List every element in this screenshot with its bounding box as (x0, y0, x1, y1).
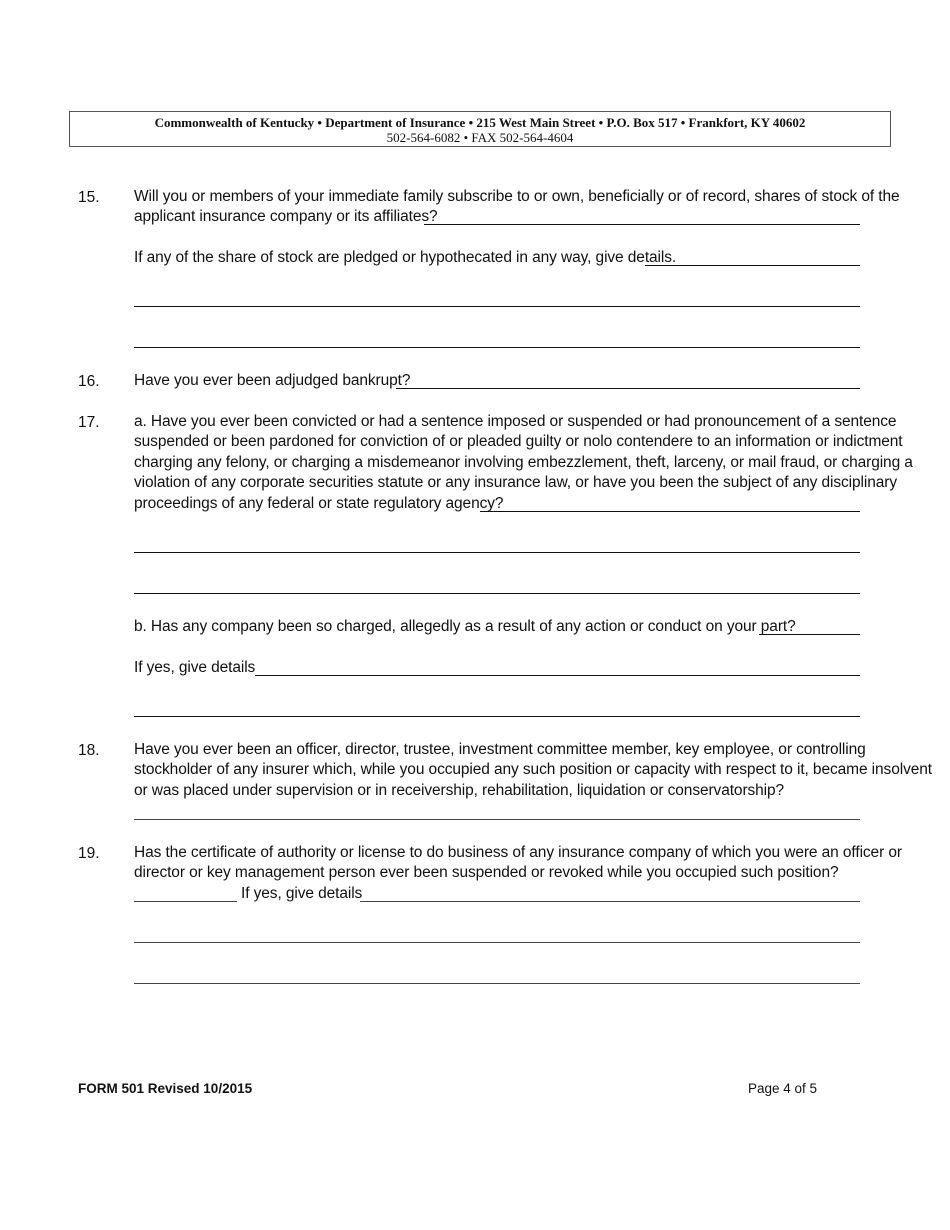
question-19-details-line-3[interactable] (134, 983, 860, 984)
question-17a-text-line4: violation of any corporate securities statute or any insurance law, or have you been the subject of any disciplinary (134, 474, 897, 491)
question-17b-details-line-2[interactable] (134, 716, 860, 717)
question-19-text-line2: director or key management person ever been suspended or revoked while you occupied such position? (134, 864, 839, 881)
question-19-answer-line[interactable] (134, 901, 237, 902)
question-15-pledged-answer-line[interactable] (645, 265, 860, 266)
page-number: Page 4 of 5 (748, 1081, 818, 1096)
question-15-number: 15. (78, 189, 100, 206)
question-19-details-line-2[interactable] (134, 942, 860, 943)
question-17a-text-line2: suspended or been pardoned for conviction of or pleaded guilty or nolo contendere to an information or indictment (134, 433, 903, 450)
question-16-number: 16. (78, 373, 100, 390)
question-17b-details-label: If yes, give details (134, 659, 256, 676)
question-19-text-line1: Has the certificate of authority or license to do business of any insurance company of which you were an officer or (134, 844, 902, 861)
question-15-text-line2: applicant insurance company or its affiliates? (134, 208, 438, 225)
question-15-text-line1: Will you or members of your immediate family subscribe to or own, beneficially or of record, shares of stock of the (134, 188, 900, 205)
question-15-details-line-2[interactable] (134, 347, 860, 348)
question-15-details-line-1[interactable] (134, 306, 860, 307)
question-17b-text: b. Has any company been so charged, allegedly as a result of any action or conduct on your part? (134, 618, 796, 635)
agency-address: Commonwealth of Kentucky • Department of Insurance • 215 West Main Street • P.O. Box 517 • Frankfort, KY 40602 (154, 115, 806, 130)
question-15-pledged-text: If any of the share of stock are pledged or hypothecated in any way, give details. (134, 249, 677, 266)
question-18-text-line3: or was placed under supervision or in receivership, rehabilitation, liquidation or conservatorship? (134, 782, 785, 799)
agency-phone-fax: 502-564-6082 • FAX 502-564-4604 (386, 130, 574, 145)
question-17a-text-line5: proceedings of any federal or state regulatory agency? (134, 495, 504, 512)
form-revision: FORM 501 Revised 10/2015 (78, 1081, 253, 1096)
agency-header (69, 111, 891, 147)
question-15-answer-line[interactable] (424, 224, 860, 225)
question-16-answer-line[interactable] (396, 388, 860, 389)
question-17-number: 17. (78, 414, 100, 431)
question-19-details-line-1[interactable] (360, 901, 860, 902)
question-17a-text-line1: a. Have you ever been convicted or had a sentence imposed or suspended or had pronouncement of a sentence (134, 413, 897, 430)
question-19-details-label: If yes, give details (241, 885, 363, 902)
question-18-text-line1: Have you ever been an officer, director, trustee, investment committee member, key employee, or controlling (134, 741, 866, 758)
question-17b-details-line-1[interactable] (255, 675, 860, 676)
question-17a-details-line-1[interactable] (134, 552, 860, 553)
question-16-text: Have you ever been adjudged bankrupt? (134, 372, 411, 389)
question-17b-answer-line[interactable] (759, 634, 860, 635)
question-18-number: 18. (78, 742, 100, 759)
question-18-text-line2: stockholder of any insurer which, while you occupied any such position or capacity with respect to it, became insolvent (134, 761, 932, 778)
question-17a-details-line-2[interactable] (134, 593, 860, 594)
question-17a-answer-line[interactable] (480, 511, 860, 512)
question-19-number: 19. (78, 845, 100, 862)
question-18-answer-line[interactable] (134, 819, 860, 820)
question-17a-text-line3: charging any felony, or charging a misdemeanor involving embezzlement, theft, larceny, or mail fraud, or charging a (134, 454, 913, 471)
